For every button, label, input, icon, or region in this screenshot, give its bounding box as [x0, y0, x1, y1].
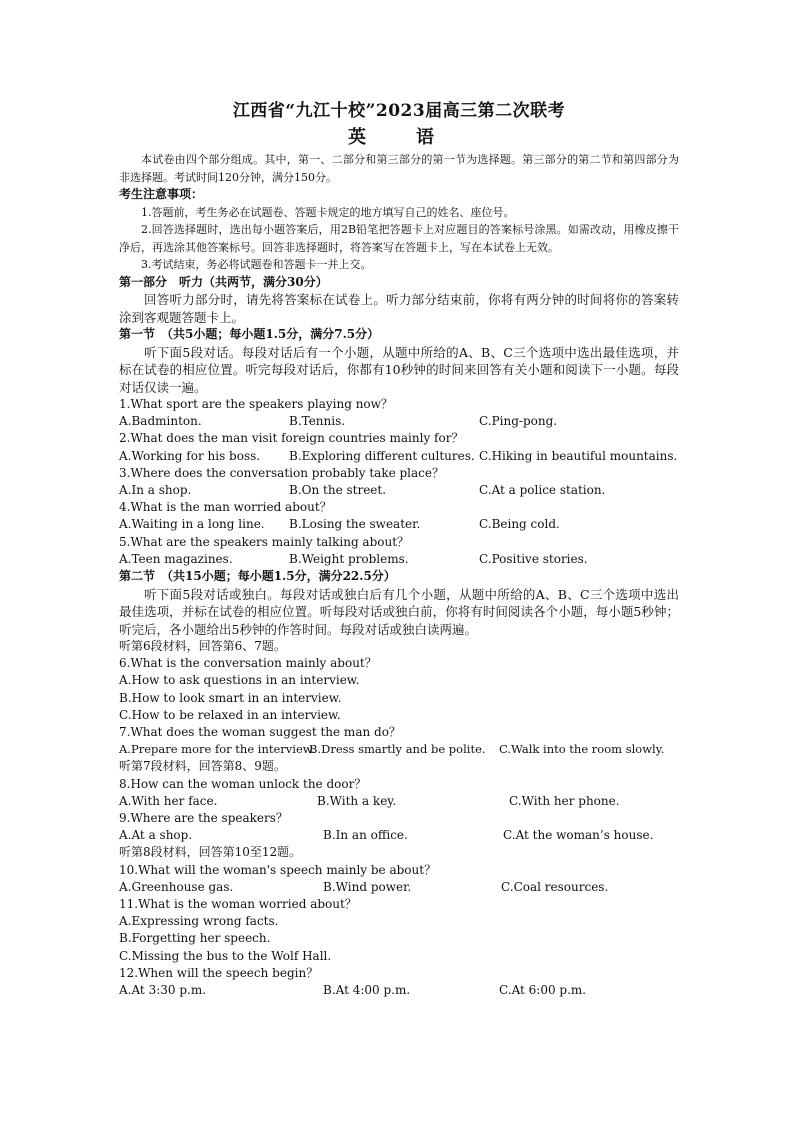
option-c: C.Being cold.	[479, 517, 560, 532]
option-a: A.Waiting in a long line.	[119, 517, 265, 532]
question-1: 1.What sport are the speakers playing now？	[119, 397, 393, 411]
option-b: B.Exploring different cultures.	[289, 448, 475, 463]
question-10: 10.What will the woman's speech mainly be about？	[119, 862, 437, 877]
question-10-options	[119, 879, 679, 896]
option-c: C.Coal resources.	[501, 879, 609, 894]
material-7-note: 听第7段材料，回答第8、9题。	[119, 759, 286, 774]
question-11-option-c: C.Missing the bus to the Wolf Hall.	[119, 948, 332, 963]
option-a: A.In a shop.	[119, 483, 192, 498]
option-b: B.Losing the sweater.	[289, 517, 421, 532]
question-1-options	[119, 413, 679, 430]
option-a: A.Greenhouse gas.	[119, 879, 234, 894]
question-11-option-a: A.Expressing wrong facts.	[119, 914, 279, 929]
option-a: A.Badminton.	[119, 414, 202, 429]
option-b: B.In an office.	[323, 828, 408, 843]
section1-heading: 第一节 （共5小题；每小题1.5分，满分7.5分）	[119, 327, 380, 341]
question-5-options	[119, 551, 679, 568]
exam-intro: 本试卷由四个部分组成。其中，第一、二部分和第三部分的第一节为选择题。第三部分的第二节和第四部分为非选择题。考试时间120分钟，满分150分。	[119, 153, 679, 184]
material-8-note: 听第8段材料，回答第10至12题。	[119, 845, 302, 860]
option-a: A.Prepare more for the interview.	[119, 742, 315, 757]
option-c: C.Positive stories.	[479, 551, 588, 566]
option-b: B.Dress smartly and be polite.	[309, 742, 486, 757]
question-2-options	[119, 448, 679, 465]
notice-2: 2.回答选择题时，选出每小题答案后，用2B铅笔把答题卡上对应题目的答案标号涂黑。如需改动，用橡皮擦干净后，再选涂其他答案标号。回答非选择题时，将答案写在答题卡上，写在本试卷上无效。	[119, 223, 679, 254]
question-2: 2.What does the man visit foreign countries mainly for？	[119, 431, 464, 446]
option-c: C.At 6:00 p.m.	[499, 983, 587, 998]
question-11-option-b: B.Forgetting her speech.	[119, 931, 271, 946]
question-8: 8.How can the woman unlock the door？	[119, 776, 367, 791]
notice-3: 3.考试结束，务必将试题卷和答题卡一并上交。	[141, 258, 372, 271]
question-12-options	[119, 982, 679, 999]
exam-title: 江西省“九江十校”2023届高三第二次联考	[232, 101, 566, 121]
question-4-options	[119, 516, 679, 533]
option-a: A.Teen magazines.	[119, 551, 233, 566]
part1-text: 回答听力部分时，请先将答案标在试卷上。听力部分结束前，你将有两分钟的时间将你的答案转涂到客观题答题卡上。	[119, 292, 679, 325]
option-a: A.Working for his boss.	[119, 448, 261, 463]
option-a: A.At a shop.	[119, 828, 193, 843]
option-b: B.On the street.	[289, 483, 387, 498]
option-b: B.Weight problems.	[289, 551, 409, 566]
question-6: 6.What is the conversation mainly about？	[119, 656, 377, 671]
notice-heading: 考生注意事项：	[119, 187, 204, 201]
question-9: 9.Where are the speakers？	[119, 811, 288, 826]
option-c: C.Hiking in beautiful mountains.	[479, 448, 678, 463]
section2-heading: 第二节 （共15小题；每小题1.5分，满分22.5分）	[119, 569, 396, 584]
option-a: A.With her face.	[119, 793, 218, 808]
question-3: 3.Where does the conversation probably take place？	[119, 465, 444, 480]
option-c: C.At a police station.	[479, 483, 606, 498]
question-5: 5.What are the speakers mainly talking about？	[119, 534, 410, 549]
option-a: A.At 3:30 p.m.	[119, 983, 207, 998]
question-7: 7.What does the woman suggest the man do？	[119, 725, 401, 740]
question-3-options	[119, 482, 679, 499]
option-b: B.With a key.	[317, 793, 397, 808]
material-6-note: 听第6段材料，回答第6、7题。	[119, 639, 286, 654]
question-6-option-b: B.How to look smart in an interview.	[119, 690, 342, 705]
question-7-options	[119, 741, 679, 758]
option-c: C.Walk into the room slowly.	[499, 742, 665, 757]
question-11: 11.What is the woman worried about？	[119, 897, 357, 912]
option-b: B.Wind power.	[323, 879, 412, 894]
question-8-options	[119, 793, 679, 810]
question-12: 12.When will the speech begin？	[119, 965, 319, 980]
option-b: B.At 4:00 p.m.	[323, 983, 411, 998]
section2-text: 听下面5段对话或独白。每段对话或独白后有几个小题，从题中所给的A、B、C三个选项中选出最佳选项，并标在试卷的相应位置。听每段对话或独白前，你将有时间阅读各个小题，每小题5秒钟；听完后，各小题给出5秒钟的作答时间。每段对话或独白读两遍。	[119, 586, 679, 637]
notice-1: 1.答题前，考生务必在试题卷、答题卡规定的地方填写自己的姓名、座位号。	[141, 205, 515, 219]
question-6-option-a: A.How to ask questions in an interview.	[119, 673, 360, 688]
part1-heading: 第一部分 听力（共两节，满分30分）	[119, 274, 328, 289]
option-c: C.At the woman’s house.	[503, 828, 654, 843]
option-c: C.With her phone.	[509, 793, 620, 808]
question-4: 4.What is the man worried about？	[119, 500, 332, 515]
option-c: C.Ping-pong.	[479, 414, 558, 429]
section1-text: 听下面5段对话。每段对话后有一个小题，从题中所给的A、B、C三个选项中选出最佳选项，并标在试卷的相应位置。听完每段对话后，你都有10秒钟的时间来回答有关小题和阅读下一小题。每段对话仅读一遍。	[119, 344, 679, 395]
exam-content	[119, 96, 679, 999]
question-6-option-c: C.How to be relaxed in an interview.	[119, 707, 341, 722]
option-b: B.Tennis.	[289, 414, 346, 429]
exam-subject: 英 语	[348, 127, 450, 148]
question-9-options	[119, 827, 679, 844]
